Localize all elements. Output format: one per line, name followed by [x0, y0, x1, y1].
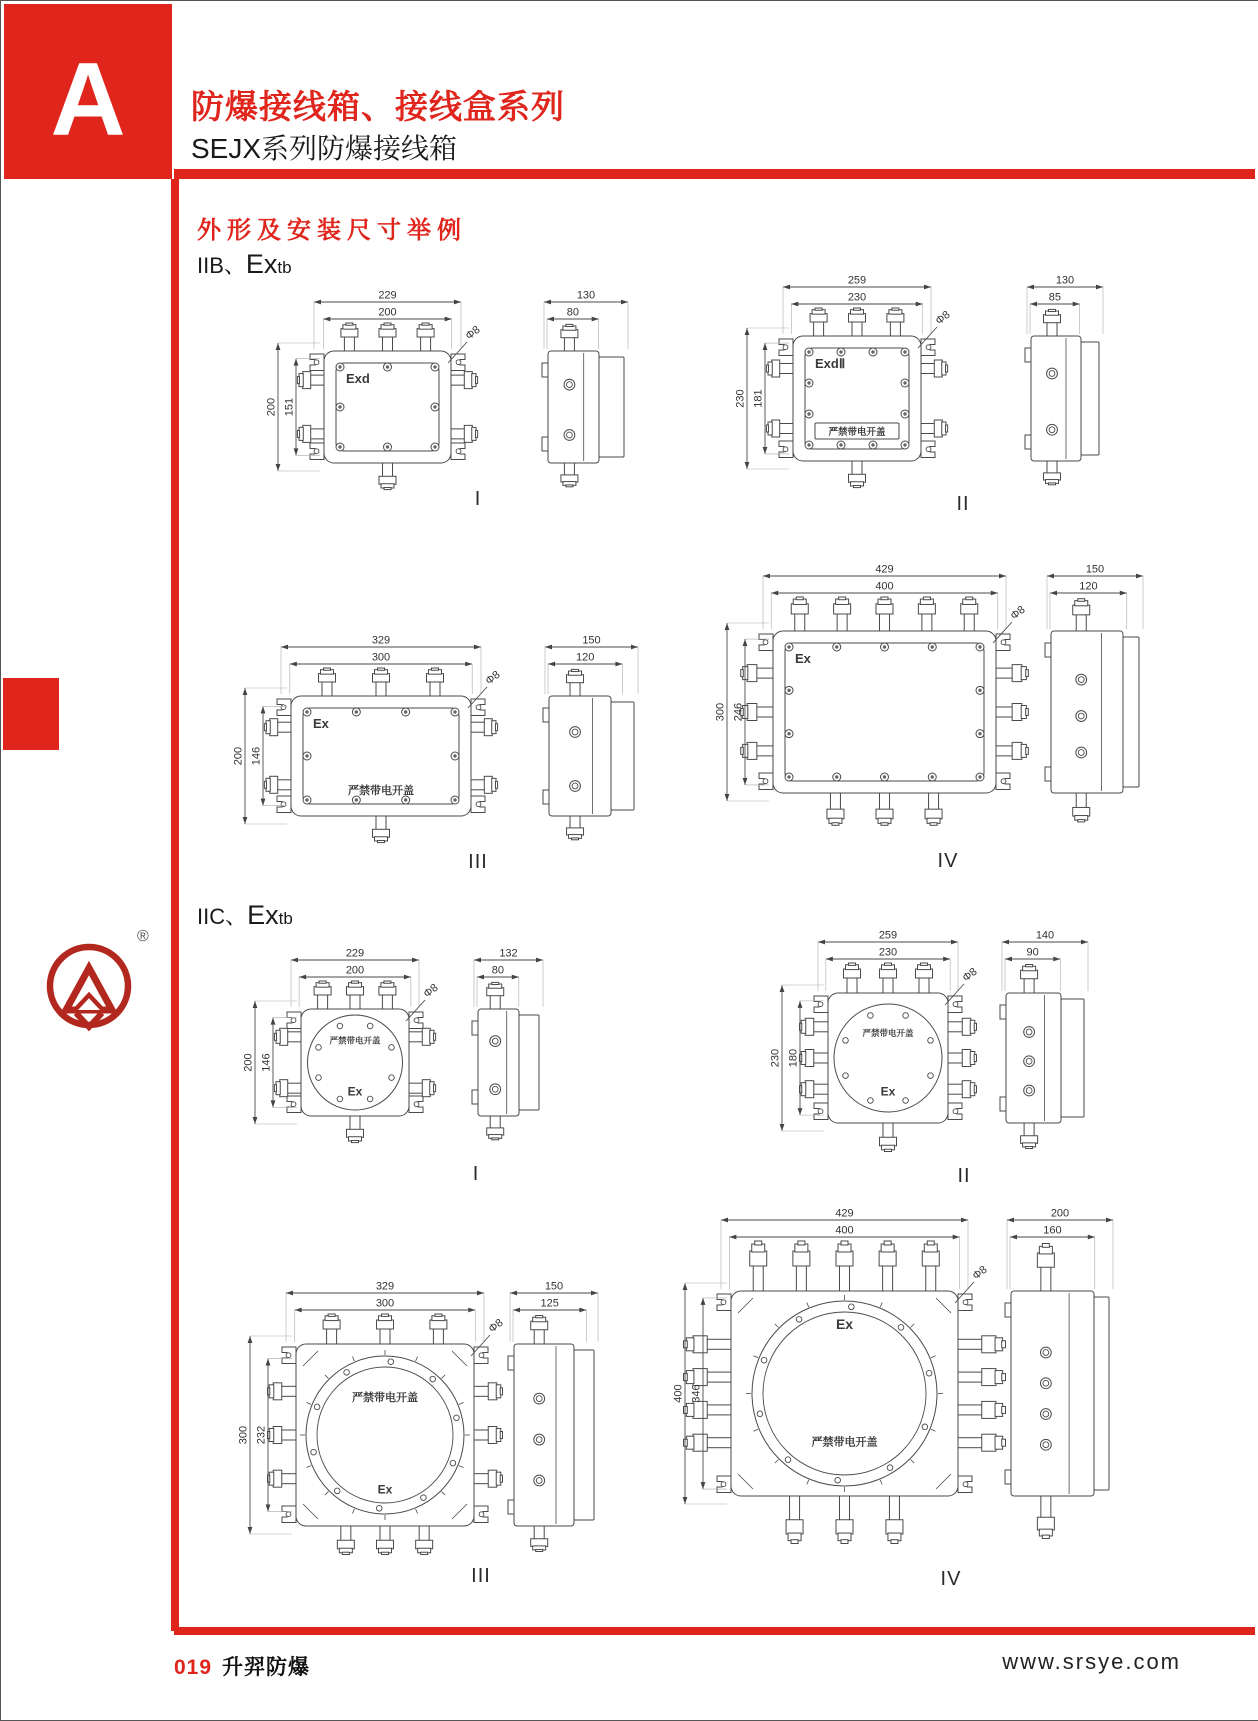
svg-text:125: 125 [540, 1297, 559, 1310]
svg-text:严禁带电开盖: 严禁带电开盖 [329, 1035, 381, 1046]
svg-text:Φ8: Φ8 [486, 1316, 506, 1336]
figure-numeral: III [471, 1565, 491, 1587]
series-suffix: tb [277, 258, 292, 277]
registered-trademark-icon: ® [137, 928, 149, 945]
svg-text:246: 246 [732, 702, 745, 722]
series-prefix: IIB、 [197, 253, 246, 278]
svg-text:Exd: Exd [346, 371, 370, 386]
header-divider [174, 169, 1255, 179]
svg-text:130: 130 [576, 289, 596, 302]
junction-box-drawing [226, 251, 636, 496]
svg-text:150: 150 [1085, 563, 1105, 576]
svg-text:Φ8: Φ8 [483, 668, 503, 688]
svg-text:Φ8: Φ8 [933, 308, 953, 328]
svg-text:200: 200 [242, 1053, 255, 1072]
figure-numeral: II [957, 1165, 971, 1187]
svg-text:146: 146 [250, 746, 263, 766]
svg-text:400: 400 [835, 1224, 854, 1237]
svg-text:300: 300 [237, 1425, 250, 1445]
svg-text:Φ8: Φ8 [970, 1263, 990, 1283]
footer-left [174, 1651, 310, 1681]
svg-text:严禁带电开盖: 严禁带电开盖 [352, 1391, 418, 1404]
svg-text:259: 259 [878, 929, 898, 942]
svg-text:130: 130 [1055, 274, 1075, 287]
series-ex: Ex [247, 900, 279, 930]
svg-text:120: 120 [1079, 580, 1098, 593]
svg-text:80: 80 [566, 306, 579, 319]
svg-text:200: 200 [378, 306, 397, 319]
svg-text:230: 230 [769, 1048, 782, 1068]
content-left-border [171, 179, 179, 1631]
footer-website: www.srsye.com [1002, 1649, 1181, 1674]
junction-box-drawing [676, 236, 1126, 498]
svg-text:180: 180 [787, 1048, 800, 1068]
svg-text:300: 300 [371, 651, 391, 664]
svg-text:181: 181 [752, 389, 765, 408]
svg-text:429: 429 [835, 1207, 854, 1220]
svg-text:400: 400 [875, 580, 894, 593]
figure-numeral: I [474, 488, 482, 510]
footer-divider [174, 1627, 1255, 1635]
page-subtitle: SEJX系列防爆接线箱 [191, 133, 458, 164]
svg-text:80: 80 [491, 964, 505, 977]
margin-index-block [3, 678, 59, 750]
svg-text:429: 429 [875, 563, 894, 576]
svg-text:Φ8: Φ8 [1008, 603, 1028, 623]
svg-text:Ex: Ex [313, 716, 329, 731]
svg-text:200: 200 [232, 746, 245, 766]
drawing-iib-type-iv [656, 501, 1136, 873]
svg-text:Ex: Ex [377, 1482, 393, 1497]
drawing-iic-type-iii [226, 1186, 656, 1586]
page-title: 防爆接线箱、接线盒系列 [191, 88, 565, 125]
svg-text:150: 150 [582, 634, 601, 647]
chapter-tab [4, 4, 172, 179]
svg-text:85: 85 [1048, 291, 1061, 304]
figure-numeral: IV [940, 1568, 962, 1590]
svg-text:严禁带电开盖: 严禁带电开盖 [828, 427, 886, 438]
svg-text:232: 232 [255, 1425, 268, 1445]
svg-text:Φ8: Φ8 [960, 965, 980, 985]
svg-text:120: 120 [576, 651, 595, 664]
svg-text:Ex: Ex [347, 1084, 363, 1099]
svg-text:300: 300 [714, 702, 727, 722]
svg-text:Φ8: Φ8 [421, 981, 441, 1001]
section-heading: 外形及安装尺寸举例 [197, 217, 467, 244]
svg-text:229: 229 [345, 947, 365, 960]
footer-brand: 升羿防爆 [222, 1656, 311, 1679]
figure-numeral: III [468, 851, 488, 873]
svg-text:400: 400 [672, 1384, 685, 1403]
svg-text:300: 300 [375, 1297, 395, 1310]
svg-text:160: 160 [1043, 1224, 1062, 1237]
svg-text:严禁带电开盖: 严禁带电开盖 [811, 1436, 878, 1449]
drawing-iib-type-ii [676, 236, 1126, 498]
chapter-letter: A [50, 42, 126, 158]
junction-box-drawing [226, 1186, 656, 1586]
svg-text:Ex: Ex [835, 1316, 854, 1332]
svg-text:200: 200 [345, 964, 365, 977]
svg-text:200: 200 [1050, 1207, 1070, 1220]
svg-text:151: 151 [283, 397, 296, 417]
series-prefix: IIC、 [197, 904, 248, 929]
svg-text:230: 230 [847, 291, 867, 304]
svg-text:Ex: Ex [880, 1084, 896, 1099]
series-suffix: tb [278, 909, 293, 928]
svg-text:ExdⅡ: ExdⅡ [815, 356, 846, 371]
svg-text:132: 132 [499, 947, 518, 960]
svg-text:346: 346 [690, 1384, 703, 1403]
drawing-iic-type-iv [651, 1121, 1141, 1591]
svg-text:严禁带电开盖: 严禁带电开盖 [348, 785, 414, 797]
figure-numeral: II [956, 493, 970, 515]
brand-logo-icon [46, 938, 166, 1043]
figure-numeral: IV [937, 850, 959, 872]
svg-text:230: 230 [734, 389, 747, 408]
svg-text:Ex: Ex [795, 651, 811, 666]
svg-text:严禁带电开盖: 严禁带电开盖 [862, 1028, 914, 1039]
svg-text:140: 140 [1035, 929, 1055, 942]
drawing-iib-type-i [226, 251, 636, 496]
svg-text:150: 150 [544, 1280, 564, 1293]
junction-box-drawing [651, 1121, 1141, 1591]
page-number: 019 [174, 1656, 213, 1679]
junction-box-drawing [656, 501, 1136, 873]
figure-numeral: I [472, 1163, 480, 1185]
series-label-iic [197, 900, 293, 931]
junction-box-drawing [216, 931, 636, 1183]
svg-text:329: 329 [375, 1280, 395, 1293]
junction-box-drawing [231, 586, 651, 871]
svg-text:146: 146 [260, 1053, 273, 1072]
drawing-iib-type-iii [231, 586, 651, 871]
svg-text:90: 90 [1026, 946, 1039, 959]
series-ex: Ex [245, 249, 278, 279]
svg-text:200: 200 [265, 397, 278, 417]
svg-text:229: 229 [378, 289, 397, 302]
brand-logo [46, 938, 166, 1043]
svg-text:230: 230 [878, 946, 898, 959]
svg-text:Φ8: Φ8 [463, 323, 483, 343]
svg-text:329: 329 [371, 634, 391, 647]
svg-text:259: 259 [847, 274, 867, 287]
drawing-iic-type-i [216, 931, 636, 1183]
